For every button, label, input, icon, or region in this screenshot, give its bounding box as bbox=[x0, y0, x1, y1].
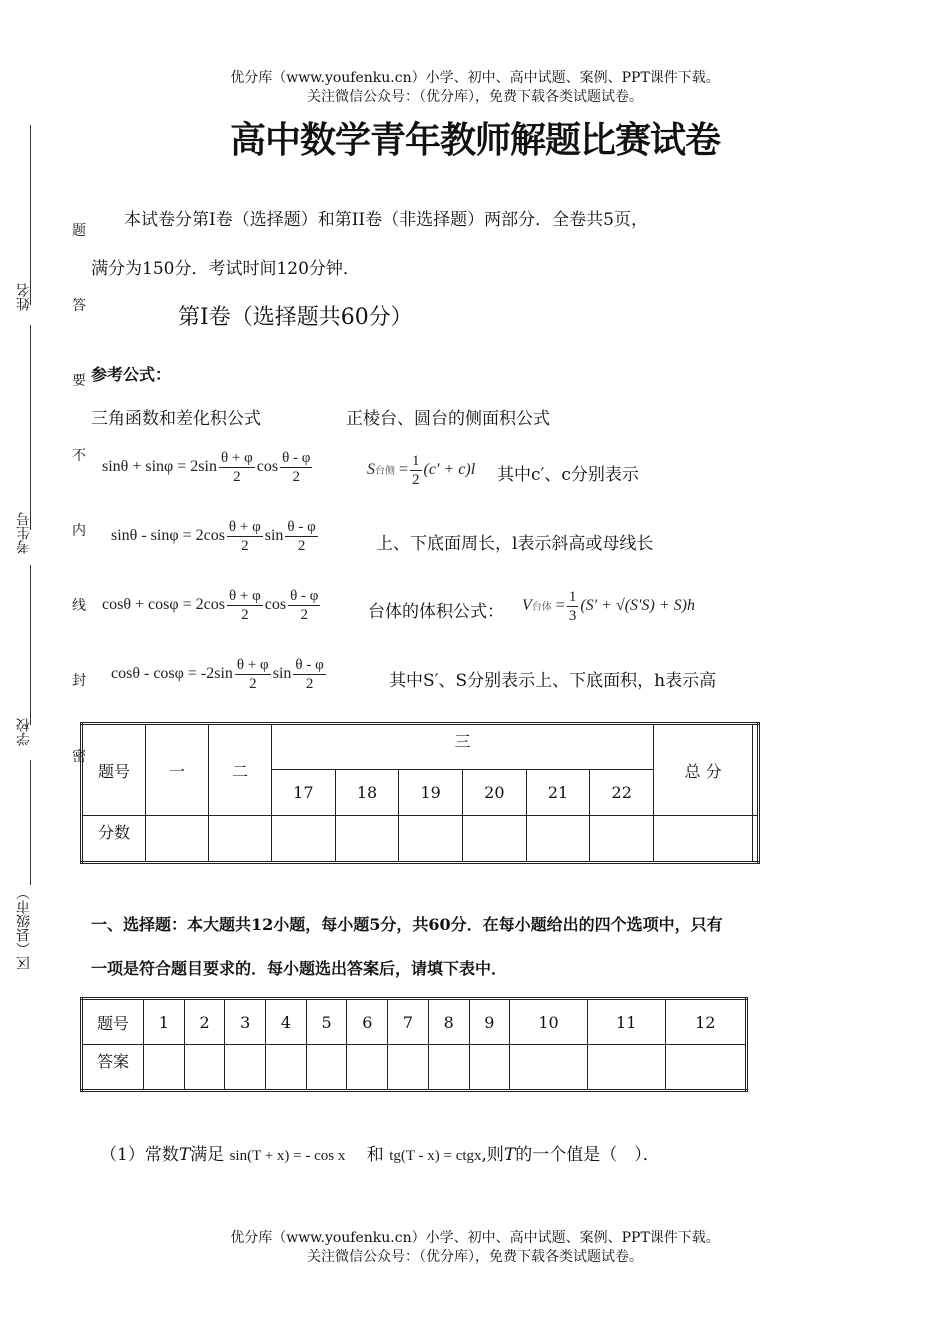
answer-table bbox=[80, 997, 748, 1092]
score-cell[interactable] bbox=[335, 816, 399, 863]
score-table-col-3: 三 bbox=[272, 724, 654, 770]
volume-label: 台体的体积公式： bbox=[368, 602, 504, 622]
answer-cell[interactable] bbox=[184, 1045, 225, 1091]
score-cell[interactable] bbox=[463, 816, 527, 863]
seal-char: 答 bbox=[72, 298, 86, 314]
answer-cell[interactable] bbox=[587, 1045, 665, 1091]
trig-formula-title: 三角函数和差化积公式 bbox=[91, 409, 261, 429]
answer-cell[interactable] bbox=[428, 1045, 469, 1091]
footer-line-2: 关注微信公众号：（优分库），免费下载各类试题试卷。 bbox=[307, 1249, 643, 1265]
answer-cell[interactable] bbox=[469, 1045, 510, 1091]
lateral-note-2: 上、下底面周长，l表示斜高或母线长 bbox=[376, 534, 654, 554]
answer-number: 4 bbox=[266, 999, 307, 1045]
score-cell[interactable] bbox=[590, 816, 654, 863]
section1-line-2: 一项是符合题目要求的．每小题选出答案后，请填下表中． bbox=[91, 959, 508, 978]
binding-line-3 bbox=[30, 565, 31, 725]
answer-number: 8 bbox=[428, 999, 469, 1045]
score-cell[interactable] bbox=[209, 816, 272, 863]
binding-line-1 bbox=[30, 125, 31, 305]
answer-number: 11 bbox=[587, 999, 665, 1045]
seal-char: 要 bbox=[72, 373, 86, 389]
page-title: 高中数学青年教师解题比赛试卷 bbox=[229, 120, 720, 161]
sum-to-product-formula-4: cosθ - cosφ = -2sin $\frac{\theta + \varphi}{2}$ sin $\frac{\theta - \varphi}{2}$ bbox=[111, 657, 324, 692]
answer-cell[interactable] bbox=[665, 1045, 746, 1091]
seal-char: 封 bbox=[72, 673, 86, 689]
score-cell[interactable] bbox=[399, 816, 463, 863]
header-line-1: 优分库（www.youfenku.cn）小学、初中、高中试题、案例、PPT课件下载。 bbox=[230, 70, 720, 86]
part1-heading: 第I卷（选择题共60分） bbox=[178, 305, 413, 330]
score-table-sub: 21 bbox=[526, 770, 590, 816]
answer-number: 9 bbox=[469, 999, 510, 1045]
question-1: （1）常数T满足 sin(T + x) = - cos x 和 tg(T - x) = ctgx,则T的一个值是（ ）． bbox=[100, 1145, 660, 1165]
answer-number: 3 bbox=[225, 999, 266, 1045]
score-table-sub: 19 bbox=[399, 770, 463, 816]
score-table-sub: 18 bbox=[335, 770, 399, 816]
score-cell[interactable] bbox=[272, 816, 336, 863]
footer-line-1: 优分库（www.youfenku.cn）小学、初中、高中试题、案例、PPT课件下载。 bbox=[230, 1230, 720, 1246]
school-label: 学校 bbox=[16, 718, 32, 746]
answer-cell[interactable] bbox=[225, 1045, 266, 1091]
answer-cell[interactable] bbox=[510, 1045, 588, 1091]
score-table bbox=[80, 722, 760, 864]
score-table-col-2: 二 bbox=[209, 724, 272, 816]
score-table-sub: 22 bbox=[590, 770, 654, 816]
answer-number: 7 bbox=[388, 999, 429, 1045]
score-table-header-label: 题号 bbox=[82, 724, 146, 816]
seal-char: 不 bbox=[72, 448, 86, 464]
score-table-col-1: 一 bbox=[146, 724, 209, 816]
sum-to-product-formula-3: cosθ + cosφ = 2cos $\frac{\theta + \varphi}{2}$ cos $\frac{\theta - \varphi}{2}$ bbox=[102, 588, 319, 623]
header-line-2: 关注微信公众号：（优分库），免费下载各类试题试卷。 bbox=[307, 89, 643, 105]
score-cell[interactable] bbox=[654, 816, 753, 863]
binding-line-4 bbox=[30, 760, 31, 885]
sum-to-product-formula-1: sinθ + sinφ = 2sin $\frac{\theta + \varphi}{2}$ cos $\frac{\theta - \varphi}{2}$ bbox=[102, 450, 311, 485]
sum-to-product-formula-2: sinθ - sinφ = 2cos $\frac{\theta + \varphi}{2}$ sin $\frac{\theta - \varphi}{2}$ bbox=[111, 519, 316, 554]
name-label: 姓名 bbox=[16, 283, 32, 311]
reference-label: 参考公式： bbox=[91, 365, 172, 384]
district-label: 区（县级市） bbox=[16, 886, 32, 970]
seal-char: 密 bbox=[72, 749, 86, 765]
answer-number: 1 bbox=[144, 999, 185, 1045]
answer-cell[interactable] bbox=[388, 1045, 429, 1091]
answer-number: 12 bbox=[665, 999, 746, 1045]
lateral-area-title: 正棱台、圆台的侧面积公式 bbox=[346, 409, 550, 429]
score-table-sub: 20 bbox=[463, 770, 527, 816]
score-cell[interactable] bbox=[753, 816, 759, 863]
section1-line-1: 一、选择题：本大题共12小题，每小题5分，共60分．在每小题给出的四个选项中，只有 bbox=[91, 915, 723, 934]
answer-cell[interactable] bbox=[306, 1045, 347, 1091]
seal-char: 内 bbox=[72, 523, 86, 539]
score-cell[interactable] bbox=[526, 816, 590, 863]
answer-cell[interactable] bbox=[347, 1045, 388, 1091]
score-table-sub: 17 bbox=[272, 770, 336, 816]
answer-number: 10 bbox=[510, 999, 588, 1045]
lateral-area-formula: S台侧 = $\frac{1}{2}$ (c′ + c)l bbox=[367, 453, 476, 488]
score-table-total: 总 分 bbox=[654, 724, 753, 816]
answer-number: 5 bbox=[306, 999, 347, 1045]
intro-line-2: 满分为150分．考试时间120分钟． bbox=[91, 259, 360, 279]
binding-line-2 bbox=[30, 325, 31, 530]
answer-cell[interactable] bbox=[266, 1045, 307, 1091]
volume-note: 其中S′、S分别表示上、下底面积，h表示高 bbox=[389, 671, 717, 691]
answer-table-header-label: 题号 bbox=[82, 999, 144, 1045]
score-cell[interactable] bbox=[146, 816, 209, 863]
score-row-label: 分数 bbox=[82, 816, 146, 863]
seal-char: 题 bbox=[72, 223, 86, 239]
intro-line-1: 本试卷分第I卷（选择题）和第II卷（非选择题）两部分．全卷共5页， bbox=[124, 210, 648, 230]
lateral-note-1: 其中c′、c分别表示 bbox=[497, 465, 639, 485]
answer-number: 2 bbox=[184, 999, 225, 1045]
volume-formula: V台体 = $\frac{1}{3}$ (S′ + √(S′S) + S)h bbox=[522, 589, 695, 624]
answer-row-label: 答案 bbox=[82, 1045, 144, 1091]
exam-number-label: 考生号 bbox=[16, 512, 32, 554]
answer-cell[interactable] bbox=[144, 1045, 185, 1091]
answer-number: 6 bbox=[347, 999, 388, 1045]
seal-char: 线 bbox=[72, 598, 86, 614]
